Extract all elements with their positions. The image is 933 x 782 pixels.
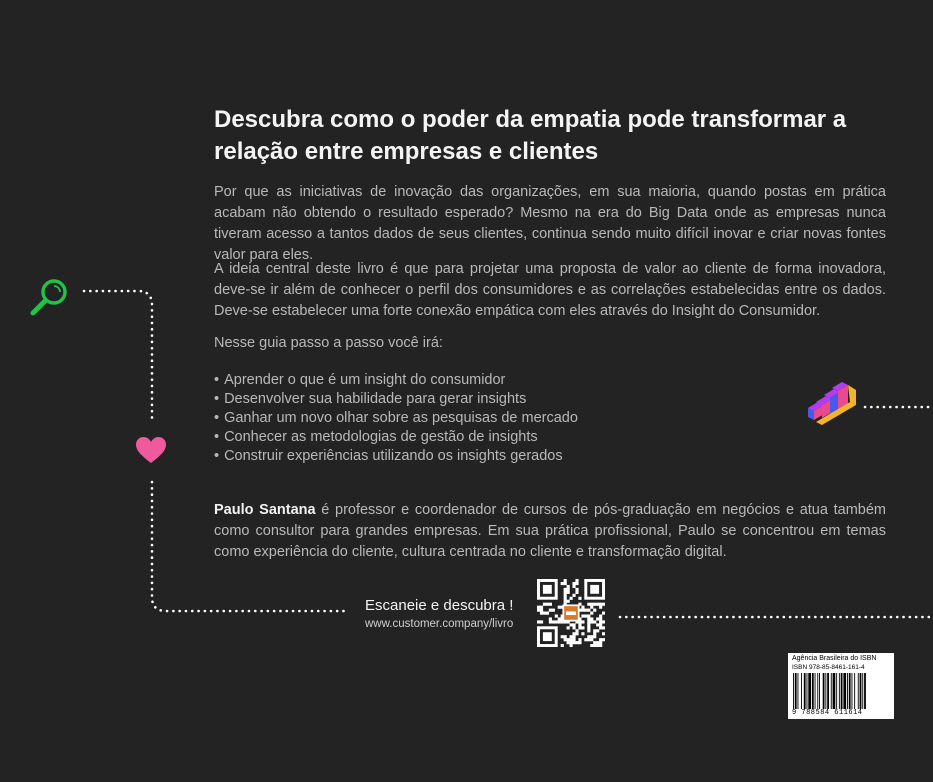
isbn-agency: Agência Brasileira do ISBN [792, 655, 877, 662]
list-item: • Aprender o que é um insight do consumidor [214, 371, 578, 390]
bar-chart-icon [806, 378, 858, 426]
benefits-list [214, 371, 578, 466]
guide-intro: Nesse guia passo a passo você irá: [214, 335, 443, 351]
scan-title: Escaneie e descubra ! [365, 597, 514, 614]
author-bio [214, 500, 886, 563]
isbn-barcode [788, 653, 894, 719]
list-item: • Desenvolver sua habilidade para gerar insights [214, 390, 578, 409]
qr-code-icon[interactable] [537, 579, 605, 647]
list-item: • Construir experiências utilizando os insights gerados [214, 447, 578, 466]
heart-icon [134, 435, 168, 465]
list-item: • Conhecer as metodologias de gestão de insights [214, 428, 578, 447]
barcode-bars [793, 673, 889, 709]
author-description: é professor e coordenador de cursos de pós-graduação em negócios e atua também como consultor para grandes empresas. Em sua prática profissional, Paulo se concentrou em temas como experiência do cliente, cultura centrada no cliente e transformação digital. [214, 502, 886, 560]
magnifier-icon [28, 274, 72, 318]
isbn-digits: 9 788584 611614 [792, 709, 863, 717]
isbn-code: ISBN 978-85-8461-161-4 [792, 664, 865, 671]
scan-url[interactable]: www.customer.company/livro [365, 618, 514, 630]
headline: Descubra como o poder da empatia pode transformar a relação entre empresas e clientes [214, 106, 847, 165]
list-item: • Ganhar um novo olhar sobre as pesquisas de mercado [214, 409, 578, 428]
intro-paragraph: Por que as iniciativas de inovação das organizações, em sua maioria, quando postas em prática acabam não obtendo o resultado esperado? Mesmo na era do Big Data onde as empresas nunca tiveram acesso a tantos dados de seus clientes, continua sendo muito difícil inovar e criar novas fontes valor para eles. [214, 184, 886, 263]
author-name: Paulo Santana [214, 502, 316, 518]
central-idea-paragraph: A ideia central deste livro é que para projetar uma proposta de valor ao cliente de forma inovadora, deve-se ir além de conhecer o perfil dos consumidores e as correlações estabelecidas entre os dados. Deve-se estabelecer uma forte conexão empática com eles através do Insight do Consumidor. [214, 261, 886, 319]
